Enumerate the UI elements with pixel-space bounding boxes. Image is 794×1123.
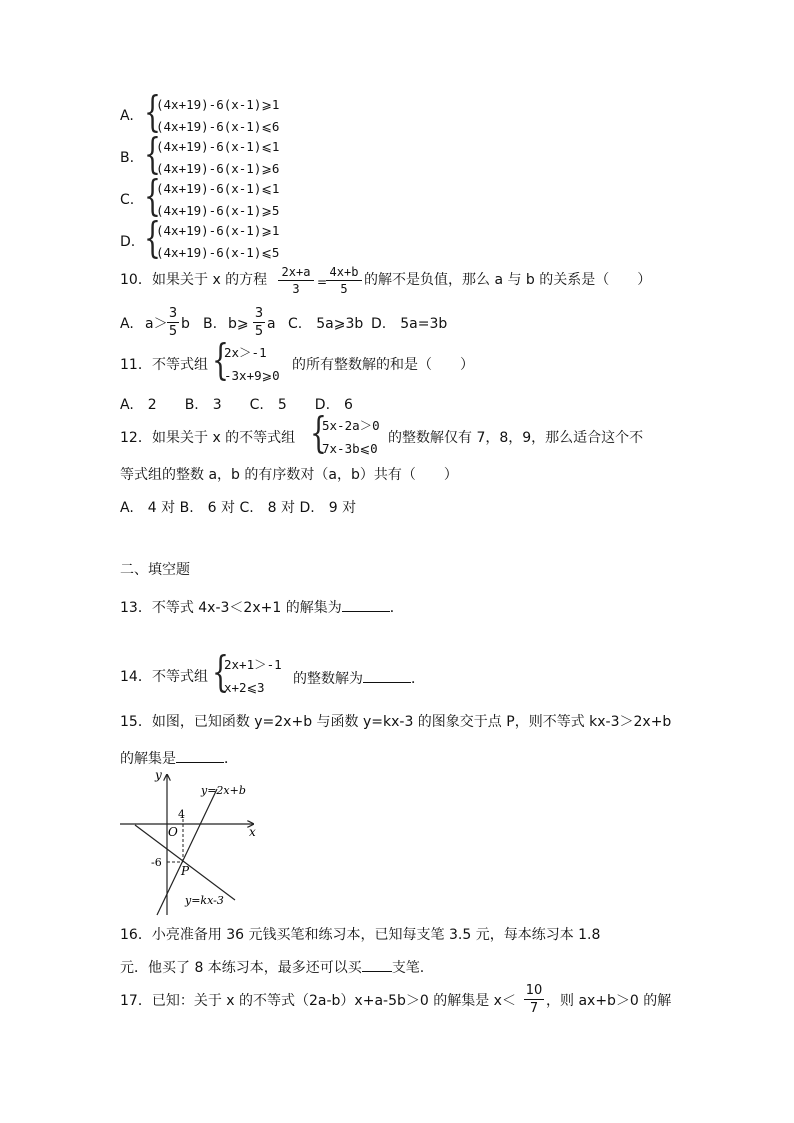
denominator: 5: [340, 282, 348, 296]
brace-icon: {: [212, 647, 229, 697]
fraction: [524, 984, 544, 1015]
question-text: 17．已知：关于 x 的不等式（2a-b）x+a-5b＞0 的解集是 x＜: [120, 993, 516, 1009]
brace-icon: {: [310, 408, 327, 458]
question-text: 的解集是: [120, 751, 176, 767]
line-label-kx-minus-3: y=kx-3: [185, 894, 224, 907]
numerator: 10: [525, 983, 543, 998]
system-line-1: 5x-2a＞0: [322, 418, 380, 433]
fraction: [278, 266, 314, 295]
option-text: a＞: [145, 316, 168, 332]
fraction: [167, 307, 179, 338]
period: ．: [411, 671, 425, 687]
system-line-1: (4x+19)-6(x-1)⩾1: [156, 99, 280, 112]
option-text: a: [267, 316, 276, 332]
option-label: D.: [120, 234, 136, 250]
system-line-1: (4x+19)-6(x-1)⩽1: [156, 141, 280, 154]
brace-icon: {: [144, 171, 161, 221]
system-line-1: (4x+19)-6(x-1)⩽1: [156, 183, 280, 196]
options: A. 2 B. 3 C. 5 D. 6: [120, 397, 353, 413]
system-line-1: (4x+19)-6(x-1)⩾1: [156, 225, 280, 238]
numerator: 2x+a: [281, 265, 311, 279]
option-label: B.: [120, 150, 135, 166]
system-line-2: -3x+9⩾0: [224, 368, 280, 383]
option-label: A.: [120, 316, 134, 332]
section-heading: 二、填空题: [120, 562, 190, 578]
y-axis-label: y: [155, 768, 162, 782]
system-line-2: (4x+19)-6(x-1)⩾5: [156, 205, 280, 218]
question-number: 12．: [120, 430, 152, 446]
system-line-1: 2x＞-1: [224, 345, 267, 360]
brace-icon: {: [144, 213, 161, 263]
answer-blank: [362, 959, 392, 972]
denominator: 5: [168, 324, 178, 339]
answer-blank: [342, 599, 390, 612]
line-label-2x-plus-b: y=2x+b: [201, 784, 246, 797]
numerator: 3: [168, 306, 178, 321]
equals-sign: =: [317, 275, 328, 289]
origin-label: O: [168, 825, 178, 839]
brace-icon: {: [144, 129, 161, 179]
question-text: 16．小亮准备用 36 元钱买笔和练习本，已知每支笔 3.5 元，每本练习本 1.8: [120, 927, 601, 943]
fraction-bar: [278, 280, 314, 281]
system-line-2: x+2⩽3: [224, 680, 265, 695]
denominator: 7: [529, 1001, 539, 1016]
option-label: C.: [120, 192, 135, 208]
question-text: 的所有整数解的和是（ ）: [292, 357, 474, 373]
fraction: [253, 307, 265, 338]
system-line-2: (4x+19)-6(x-1)⩾6: [156, 163, 280, 176]
period: ．: [389, 600, 404, 616]
options: A. 4 对 B. 6 对 C. 8 对 D. 9 对: [120, 500, 357, 516]
point-p-label: P: [181, 864, 190, 878]
system-line-2: (4x+19)-6(x-1)⩽5: [156, 247, 280, 260]
question-text: 如果关于 x 的不等式组: [152, 430, 296, 446]
tick-label-neg6: -6: [151, 856, 162, 869]
option-text: b⩾: [228, 316, 249, 332]
answer-blank: [176, 750, 224, 763]
question-text: 元．他买了 8 本练习本，最多还可以买: [120, 960, 362, 976]
option-c: C. 5a⩾3b: [288, 316, 364, 332]
fraction: [326, 266, 362, 295]
brace-icon: {: [212, 335, 229, 385]
question-13: [120, 599, 404, 615]
option-label: B.: [203, 316, 218, 332]
numerator: 3: [254, 306, 264, 321]
question-number: 11．: [120, 357, 152, 373]
question-number: 14．: [120, 669, 152, 685]
question-text: 的解不是负值，那么 a 与 b 的关系是（ ）: [364, 272, 652, 288]
function-graph-figure: [115, 765, 265, 920]
question-text: 支笔.: [391, 960, 425, 976]
question-text-line2: 等式组的整数 a，b 的有序数对（a，b）共有（ ）: [120, 467, 458, 483]
question-text: ，则 ax+b＞0 的解: [546, 993, 672, 1009]
fraction-bar: [167, 322, 179, 323]
option-d: D. 5a=3b: [371, 316, 448, 332]
fraction-bar: [253, 322, 265, 323]
system-line-2: (4x+19)-6(x-1)⩽6: [156, 121, 280, 134]
question-text: 15．如图，已知函数 y=2x+b 与函数 y=kx-3 的图象交于点 P，则不等式 kx-3＞2x+b: [120, 714, 672, 730]
system-line-1: 2x+1＞-1: [224, 657, 282, 672]
fraction-bar: [326, 280, 362, 281]
option-text: b: [181, 316, 190, 332]
brace-icon: {: [144, 87, 161, 137]
x-axis-label: x: [249, 825, 256, 839]
numerator: 4x+b: [329, 265, 359, 279]
question-number: 10．: [120, 272, 152, 288]
question-text: 不等式组: [152, 357, 208, 373]
tick-label-4: 4: [178, 808, 185, 821]
question-text: 的整数解为: [293, 671, 363, 687]
system-line-2: 7x-3b⩽0: [322, 441, 378, 456]
fraction-bar: [524, 999, 544, 1000]
period: ．: [224, 751, 238, 767]
line-kx-minus-3: [135, 825, 235, 900]
answer-blank: [363, 670, 411, 683]
question-text: 13．不等式 4x-3＜2x+1 的解集为: [120, 600, 342, 616]
question-text: 如果关于 x 的方程: [152, 272, 268, 288]
denominator: 3: [292, 282, 300, 296]
question-text: 的整数解仅有 7，8，9，那么适合这个不: [388, 430, 644, 446]
denominator: 5: [254, 324, 264, 339]
option-label: A.: [120, 108, 134, 124]
question-text: 不等式组: [152, 669, 208, 685]
